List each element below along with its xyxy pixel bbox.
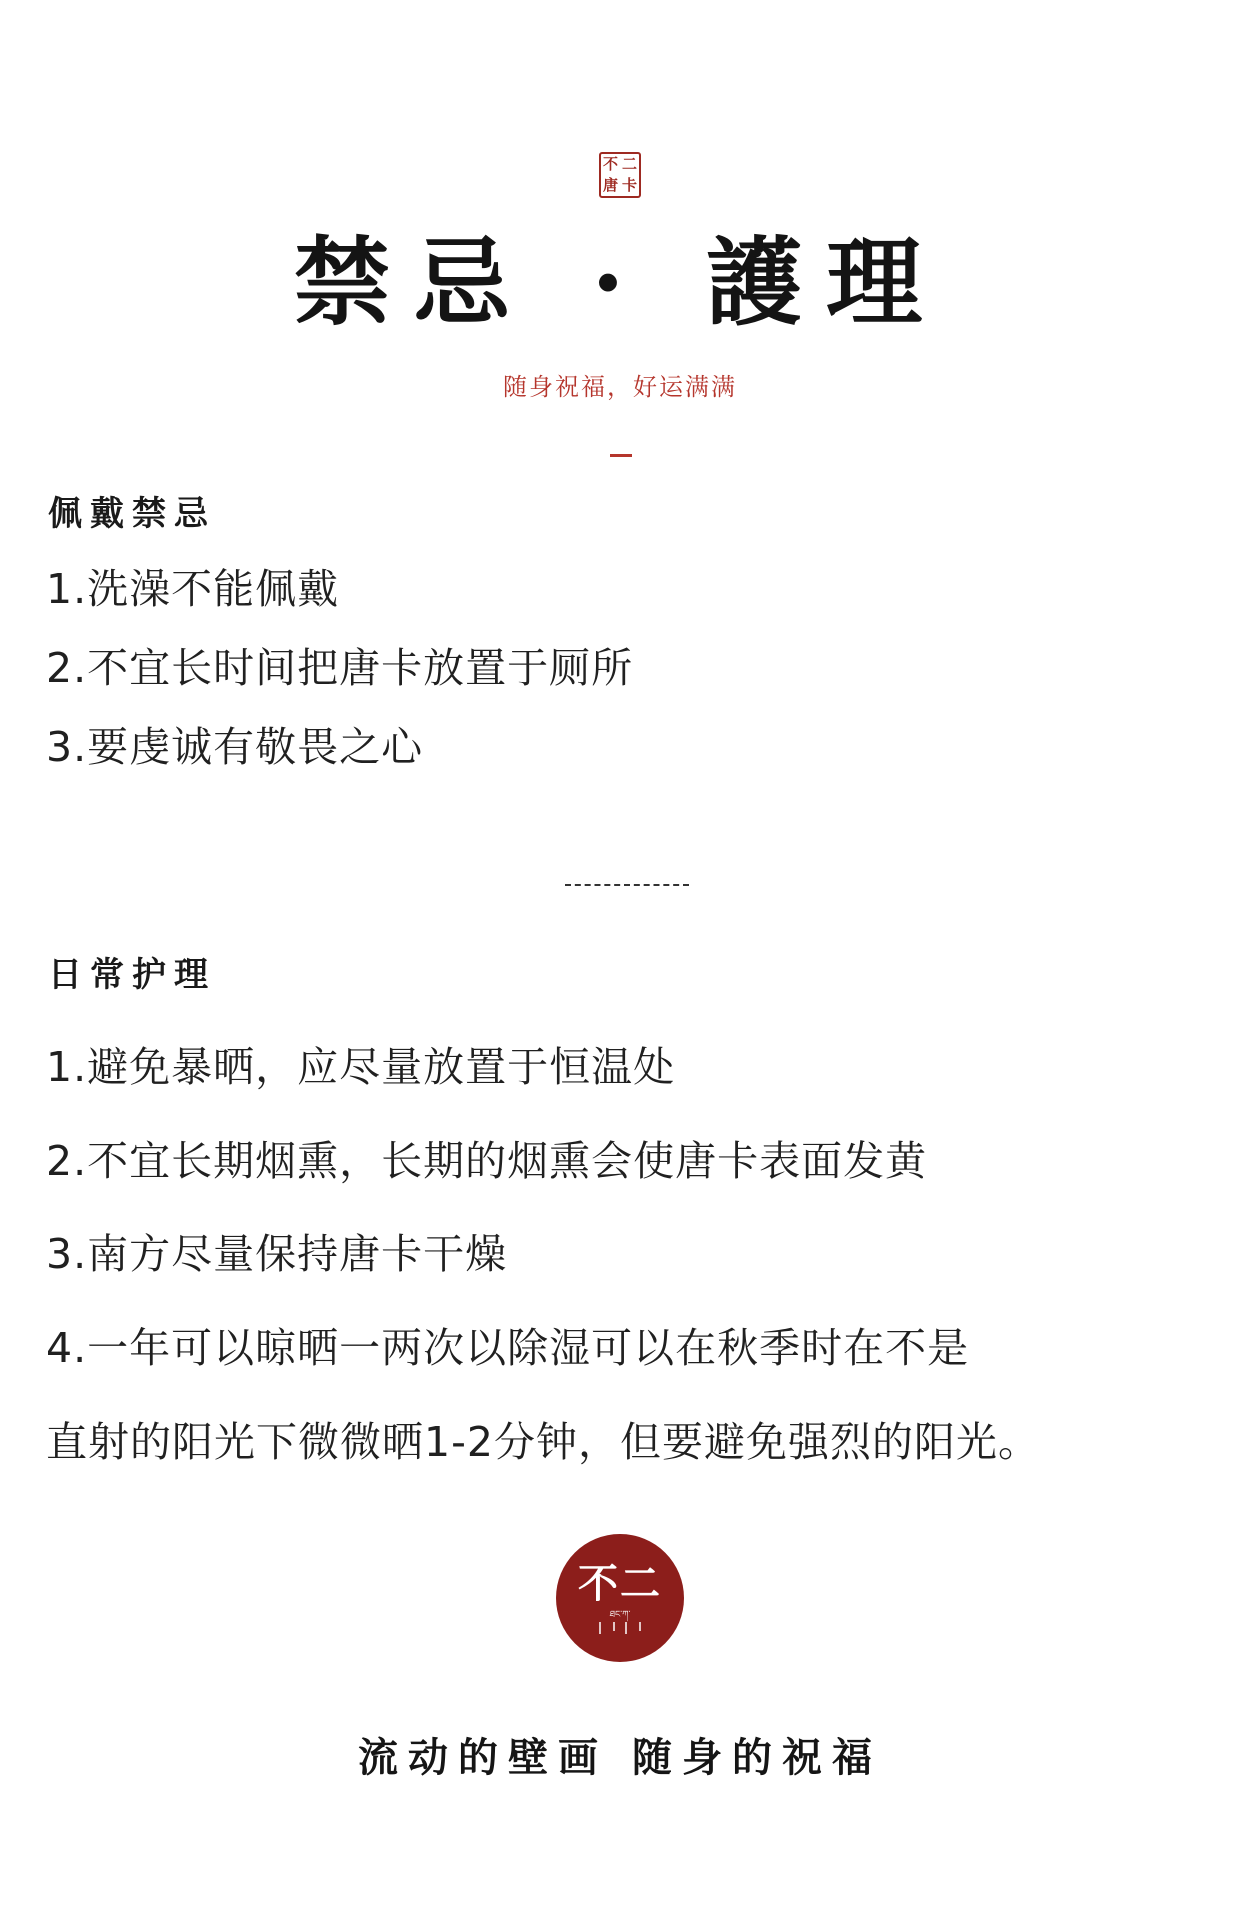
emblem-text: 不二 xyxy=(578,1560,662,1607)
taboo-item: 1.洗澡不能佩戴 xyxy=(46,565,340,613)
footer-slogan: 流动的壁画 随身的祝福 xyxy=(358,1734,882,1781)
care-item: 4.一年可以晾晒一两次以除湿可以在秋季时在不是 xyxy=(46,1324,970,1372)
section-divider xyxy=(565,884,689,886)
taboo-section-heading: 佩戴禁忌 xyxy=(48,494,216,534)
seal-char: 卡 xyxy=(621,176,637,194)
page-subtitle: 随身祝福，好运满满 xyxy=(503,373,737,401)
care-item: 直射的阳光下微微晒1-2分钟，但要避免强烈的阳光。 xyxy=(46,1418,1040,1466)
seal-char: 二 xyxy=(621,155,637,173)
brand-emblem-logo xyxy=(556,1534,684,1662)
seal-char: 不 xyxy=(602,155,618,173)
care-section-heading: 日常护理 xyxy=(48,955,216,995)
emblem-drip-decoration xyxy=(594,1622,646,1636)
taboo-item: 3.要虔诚有敬畏之心 xyxy=(46,723,424,771)
seal-char: 唐 xyxy=(602,176,618,194)
care-item: 1.避免暴晒，应尽量放置于恒温处 xyxy=(46,1043,676,1091)
page-title: 禁忌 · 護理 xyxy=(293,226,947,339)
emblem-subtext: ཐང་ཀ་ xyxy=(609,1610,631,1620)
accent-divider xyxy=(610,454,632,457)
brand-seal-logo xyxy=(599,152,641,198)
care-item: 3.南方尽量保持唐卡干燥 xyxy=(46,1230,508,1278)
care-item: 2.不宜长期烟熏，长期的烟熏会使唐卡表面发黄 xyxy=(46,1137,928,1185)
taboo-item: 2.不宜长时间把唐卡放置于厕所 xyxy=(46,644,634,692)
